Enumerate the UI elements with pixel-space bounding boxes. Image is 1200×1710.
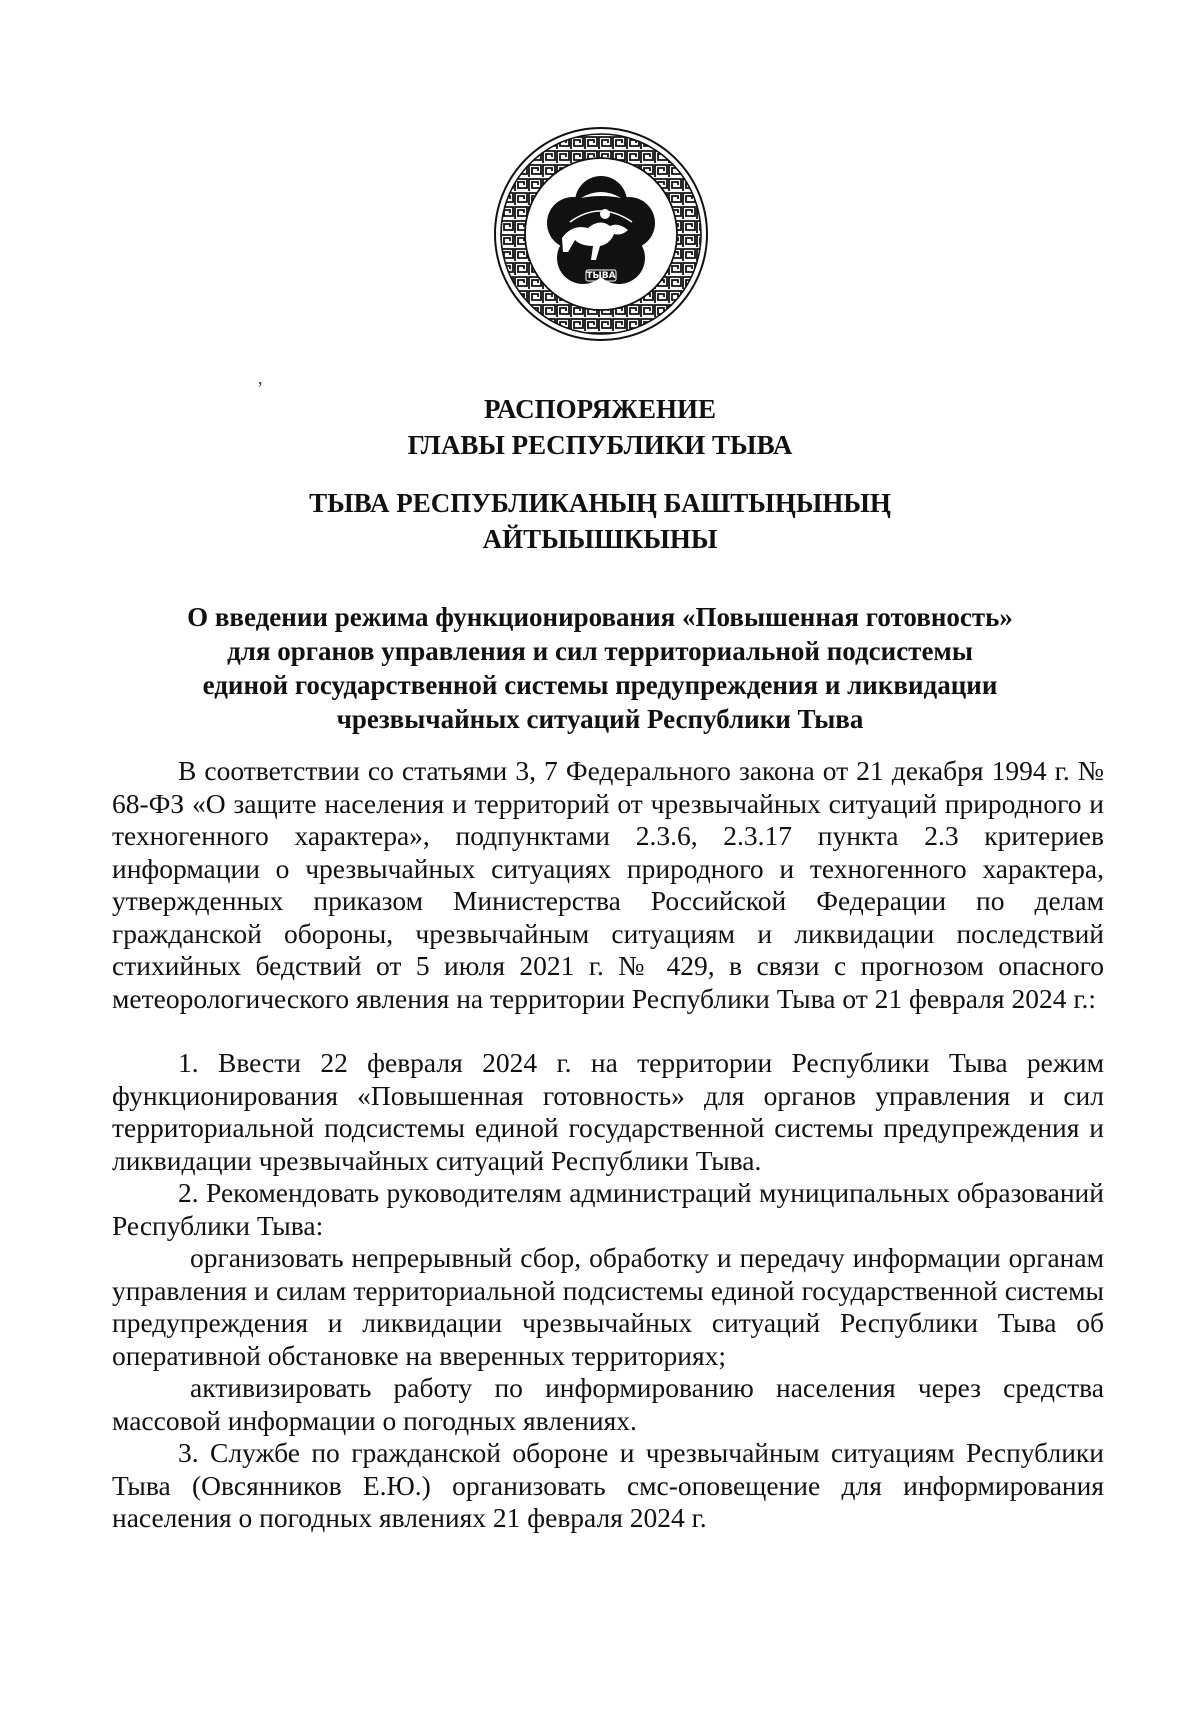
item-2a-paragraph: организовать непрерывный сбор, обработку и передачу информации органам управления и силам территориальной подсистемы единой государственной системы предупреждения и ликвидации чрезвычайных ситуаций Республики Тыва об оперативной обстановке на вверенных территориях; xyxy=(112,1242,1104,1371)
subject-line3: единой государственной системы предупреждения и ликвидации xyxy=(202,670,998,700)
subject-line4: чрезвычайных ситуаций Республики Тыва xyxy=(336,704,864,734)
document-subject xyxy=(110,600,1090,736)
emblem-inscription: ТЫВА xyxy=(586,271,616,281)
subject-line1: О введении режима функционирования «Повышенная готовность» xyxy=(187,602,1013,632)
item-1-paragraph: 1. Ввести 22 февраля 2024 г. на территории Республики Тыва режим функционирования «Повышенная готовность» для органов управления и сил территориальной подсистемы единой государственной системы предупреждения и ликвидации чрезвычайных ситуаций Республики Тыва. xyxy=(112,1047,1104,1176)
item-2b-paragraph: активизировать работу по информированию населения через средства массовой информации о погодных явлениях. xyxy=(112,1372,1104,1436)
item-2-paragraph: 2. Рекомендовать руководителям администраций муниципальных образований Республики Тыва: xyxy=(112,1177,1104,1241)
scan-mark: , xyxy=(258,368,263,388)
item-3-paragraph: 3. Службе по гражданской обороне и чрезвычайным ситуациям Республики Тыва (Овсянников Е.Ю.) организовать смс-оповещение для информирования населения о погодных явлениях 21 февраля 2024 г. xyxy=(112,1437,1104,1533)
document-title-line1: РАСПОРЯЖЕНИЕ xyxy=(483,394,717,424)
document-body xyxy=(112,755,1104,1535)
subject-line2: для органов управления и сил территориальной подсистемы xyxy=(227,636,973,666)
preamble-paragraph: В соответствии со статьями 3, 7 Федерального закона от 21 декабря 1994 г. № 68-ФЗ «О защите населения и территорий от чрезвычайных ситуаций природного и техногенного характера», подпунктами 2.3.6, 2.3.17 пункта 2.3 критериев информации о чрезвычайных ситуациях природного и техногенного характера, утвержденных приказом Министерства Российской Федерации по делам гражданской обороны, чрезвычайным ситуациям и ликвидации последствий стихийных бедствий от 5 июля 2021 г. № 429, в связи с прогнозом опасного метеорологического явления на территории Республики Тыва от 21 февраля 2024 г.: xyxy=(112,755,1104,1014)
document-title-tuvan-line2: АЙТЫЫШКЫНЫ xyxy=(482,524,718,554)
document-title-block xyxy=(110,391,1090,463)
document-title-tuvan-block xyxy=(110,485,1090,557)
document-title-line2: ГЛАВЫ РЕСПУБЛИКИ ТЫВА xyxy=(407,430,793,460)
document-title-tuvan-line1: ТЫВА РЕСПУБЛИКАНЫҢ БАШТЫҢЫНЫҢ xyxy=(309,488,891,518)
republic-of-tuva-emblem-icon xyxy=(486,122,716,362)
